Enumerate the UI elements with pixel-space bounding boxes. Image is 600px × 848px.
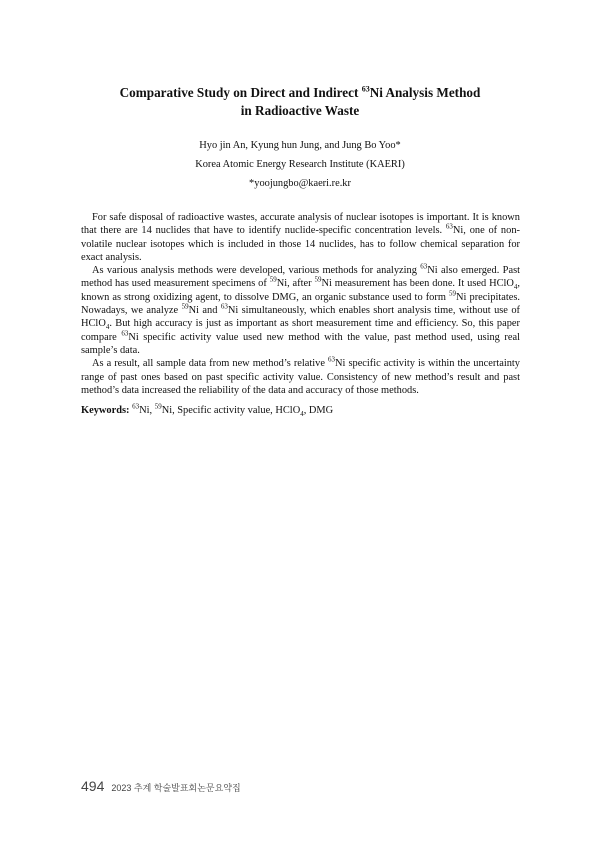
abstract-paragraph-2 <box>81 264 520 357</box>
text-run: Ni specific activity is within the uncertainty range of past ones based on past specific activity value. Consistency of new method’s result and past method’s data increased the reliability of the data and accuracy of those methods. <box>81 358 520 396</box>
text-run: Ni, after <box>276 278 315 290</box>
text-run: Ni measurement has been done. It used HClO <box>321 278 514 290</box>
text-run: . But high accuracy is just as important as short measurement time and efficiency. So, this paper compare <box>81 318 520 343</box>
affiliation: Korea Atomic Energy Research Institute (KAERI) <box>195 159 405 170</box>
superscript: 63 <box>132 402 140 411</box>
proceedings-title: 2023 추계 학술발표회논문요약집 <box>111 783 241 793</box>
title-line-2: in Radioactive Waste <box>240 103 360 118</box>
text-run: Ni, <box>139 405 155 416</box>
text-run: , known as strong oxidizing agent, to dissolve DMG, an organic substance used to form <box>81 278 521 303</box>
superscript: 63 <box>328 355 336 364</box>
text-run: Ni precipitates. Nowadays, we analyze <box>81 291 520 317</box>
superscript: 63 <box>420 262 428 271</box>
title-superscript: 63 <box>361 84 370 94</box>
text-run: Ni simultaneously, which enables short analysis time, without use of HClO <box>81 305 520 330</box>
text-run: Ni specific activity value used new method with the value, past method used, using real sample’s data. <box>81 331 521 356</box>
corresponding-email: *yoojungbo@kaeri.re.kr <box>249 178 351 189</box>
superscript: 63 <box>121 329 129 338</box>
superscript: 59 <box>181 302 189 311</box>
superscript: 63 <box>220 302 228 311</box>
text-run: , DMG <box>303 405 334 416</box>
superscript: 59 <box>449 289 457 298</box>
subscript: 4 <box>513 283 518 292</box>
keywords-label: Keywords: <box>81 405 130 416</box>
text-run: Ni, one of non-volatile nuclear isotopes which is included in those 14 nuclides, has to follow chemical separation for exact analysis. <box>81 225 520 263</box>
superscript: 59 <box>314 276 322 285</box>
abstract <box>81 211 520 397</box>
paper-title <box>60 84 540 120</box>
abstract-paragraph-1 <box>81 211 520 264</box>
superscript: 63 <box>445 222 453 231</box>
superscript: 59 <box>269 276 277 285</box>
subscript: 4 <box>105 323 110 332</box>
text-run: As a result, all sample data from new method’s relative <box>92 358 329 370</box>
text-run: Ni and <box>188 305 221 317</box>
abstract-paragraph-3 <box>81 357 520 397</box>
text-run: Ni also emerged. Past method has used measurement specimens of <box>81 265 521 290</box>
text-run: For safe disposal of radioactive wastes, accurate analysis of nuclear isotopes is important. It is known that there are 14 nuclides that have to identify nuclide-specific concentration levels. <box>81 212 520 237</box>
text-run: As various analysis methods were developed, various methods for analyzing <box>92 265 421 277</box>
title-text: Comparative Study on Direct and Indirect <box>119 85 362 100</box>
title-text: Ni Analysis Method <box>369 85 481 100</box>
page-number: 494 <box>81 778 105 794</box>
authors: Hyo jin An, Kyung hun Jung, and Jung Bo Yoo* <box>199 140 401 151</box>
superscript: 59 <box>154 402 162 411</box>
subscript: 4 <box>300 410 304 419</box>
keywords <box>81 404 520 418</box>
text-run: Ni, Specific activity value, HClO <box>161 405 301 416</box>
page-footer <box>81 778 241 794</box>
